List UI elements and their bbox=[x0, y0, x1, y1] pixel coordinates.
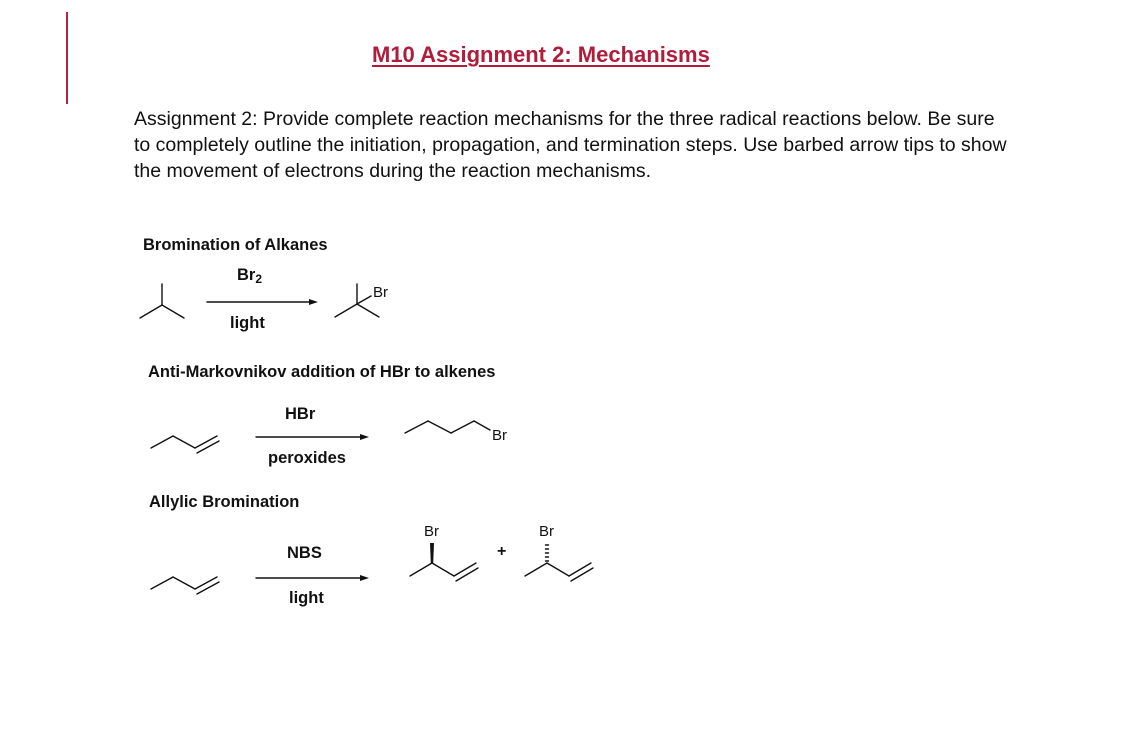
assignment-instructions: Assignment 2: Provide complete reaction mechanisms for the three radical reactions below. Be sure to completely outline the initiation, propagation, and termination steps. Use barbed arrow tips to show the movement of electrons during the reaction mechanisms. bbox=[134, 108, 1007, 182]
bromination-reagent-below: light bbox=[230, 314, 265, 332]
allylic-product2-br-label: Br bbox=[539, 523, 554, 540]
anti-markovnikov-heading: Anti-Markovnikov addition of HBr to alkenes bbox=[148, 363, 496, 381]
page-title: M10 Assignment 2: Mechanisms bbox=[372, 42, 710, 67]
anti-markovnikov-product-br-label: Br bbox=[492, 427, 507, 444]
allylic-light-reagent-below: light bbox=[289, 589, 324, 607]
plus-sign: + bbox=[497, 543, 507, 560]
hbr-reagent-above: HBr bbox=[285, 405, 316, 423]
bromination-heading: Bromination of Alkanes bbox=[143, 236, 328, 254]
bromination-product-br-label: Br bbox=[373, 284, 388, 301]
nbs-reagent-above: NBS bbox=[287, 544, 322, 562]
allylic-bromination-heading: Allylic Bromination bbox=[149, 493, 300, 511]
allylic-product1-br-label: Br bbox=[424, 523, 439, 540]
bromination-reagent-above: $Br_2$ bbox=[237, 266, 263, 286]
peroxides-reagent-below: peroxides bbox=[268, 449, 346, 467]
